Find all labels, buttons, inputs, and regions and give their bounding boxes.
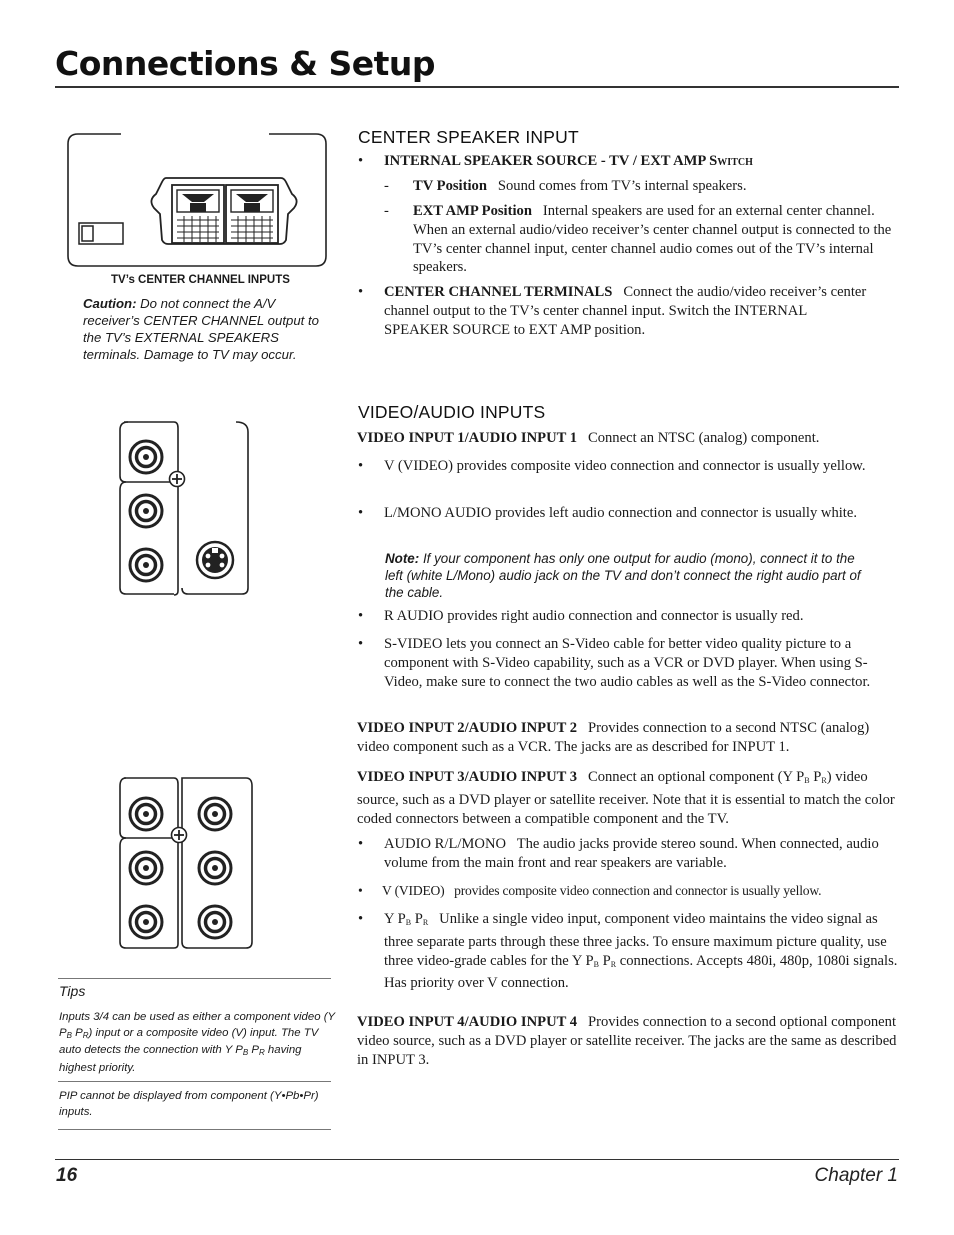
vi3-paragraph: VIDEO INPUT 3/AUDIO INPUT 3 Connect an optional component (Y $P_B$ $P_R$) video source, such as a DVD player or satellite receiver. Note that it is essential to match the color coded connectors between a compatible component and the TV. [357,769,895,827]
page-number: 16 [56,1165,78,1186]
bullet-v-video-2 [358,882,918,901]
jack-v [199,906,231,938]
caution-note [83,295,319,363]
bullet-icon: • [358,458,364,474]
vi3-text-a: Connect an optional component (Y P [587,769,805,785]
jack-s-video [197,542,233,578]
tips-rule-bottom [58,1129,331,1130]
tips-rule-mid [58,1081,331,1082]
tips-heading: Tips [59,983,86,999]
tip-1-text-a: Inputs 3/4 can be used as either a component video (Y P [59,1011,335,1039]
ext-amp-text: Internal speakers are used for an external center channel. When an external audio/video receiver’s center channel output is connected to the TV’s center channel input, center channel audio comes out of the TV’s internal speakers. [413,203,892,276]
tv-position-text: Sound comes from TV’s internal speakers. [497,178,747,194]
bullet-icon: • [358,284,364,300]
vi1-text: Connect an NTSC (analog) component. [587,430,820,446]
center-channel-inputs-diagram [66,130,328,270]
jack-pb [199,798,231,830]
center-speaker-heading: CENTER SPEAKER INPUT [358,127,579,147]
tip-1: Inputs 3/4 can be used as either a component video (Y $P_B$ $P_R$) input or a composite video (V) input. The TV auto detects the connection with Y $P_B$ $P_R$ having highest priority. [59,1011,335,1074]
vi2-label: VIDEO INPUT 2/AUDIO INPUT 2 [357,720,578,736]
bullet-icon: • [358,636,364,652]
ext-amp-label: EXT AMP Position [413,203,532,219]
jack-l-mono [130,495,162,527]
bullet-l-mono [358,504,888,523]
v-video-2-label: V (VIDEO) [382,883,445,898]
vi4-paragraph [357,1013,897,1069]
tip-2: PIP cannot be displayed from component (Y•Pb•Pr) inputs. [59,1090,319,1118]
caution-text: Do not connect the A/V receiver’s CENTER CHANNEL output to the TV’s EXTERNAL SPEAKERS terminals. Damage to TV may occur. [83,296,319,362]
plus-icon [170,472,185,487]
vi2-paragraph [357,719,897,757]
vi4-text: Provides connection to a second optional component video source, such as a DVD player or satellite receiver. The jacks are the same as described in INPUT 3. [357,1014,897,1068]
bullet-l-mono-text: L/MONO AUDIO provides left audio connection and connector is usually white. [384,505,857,521]
bullet-ypbpr: • Y $P_B$ $P_R$ Unlike a single video input, component video maintains the video signal as three separate parts through these three jacks. To ensure maximum picture quality, use three video-grade cables for the Y $P_B$ $P_R$ connections. Accepts 480i, 480p, 1080i signals. Has priority over V connection. [358,911,898,992]
vi1-paragraph [357,429,897,448]
tip-1-text-c: having highest priority. [59,1044,302,1074]
vi1-label: VIDEO INPUT 1/AUDIO INPUT 1 [357,430,578,446]
mono-note [385,550,875,601]
vi2-text: Provides connection to a second NTSC (analog) video component such as a VCR. The jacks are as described for INPUT 1. [357,720,870,755]
plus-icon [172,828,187,843]
bullet-icon: • [358,505,364,521]
bullet-icon: • [358,911,364,927]
note-label: Note: [385,551,420,566]
tv-position-item: - TV Position Sound comes from TV’s internal speakers. [384,178,747,194]
v-video-2-text: provides composite video connection and connector is usually yellow. [454,883,822,898]
footer-rule [55,1159,899,1160]
audio-rl-label: AUDIO R/L/MONO [384,836,507,852]
terminals-label: CENTER CHANNEL TERMINALS [384,284,613,300]
video-input-1-diagram [116,420,252,596]
jack-pr [199,852,231,884]
audio-rl-text: The audio jacks provide stereo sound. When connected, audio volume from the main front and rear speakers are variable. [384,836,879,871]
chapter-label: Chapter 1 [814,1165,898,1186]
center-channel-terminals-item [358,283,870,339]
internal-speaker-item [358,152,898,171]
caution-label: Caution: [83,296,137,311]
bullet-v-video-text: V (VIDEO) provides composite video connection and connector is usually yellow. [384,458,866,474]
bullet-icon: • [358,836,364,852]
vi3-text-b: video source, such as a DVD player or satellite receiver. Note that it is essential to match the color coded connectors between a compatible component and the TV. [357,769,895,827]
bullet-audio-rl [358,835,898,873]
ypbpr-text-a: Unlike a single video input, component video maintains the video signal as three separate parts through these three jacks. To ensure maximum picture quality, use three video-grade cables for the Y P [384,911,887,969]
bullet-icon: • [358,883,363,898]
page-title: Connections & Setup [55,44,436,83]
jack-r-audio [130,549,162,581]
video-audio-heading: VIDEO/AUDIO INPUTS [358,402,546,422]
ext-amp-item: - EXT AMP Position Internal speakers are used for an external center channel. When an external audio/video receiver’s center channel output is connected to the TV’s center channel input, center channel audio comes out of the TV’s internal speakers. [384,203,892,276]
jack-audio-l [130,852,162,884]
bullet-r-audio-text: R AUDIO provides right audio connection and connector is usually red. [384,608,804,624]
jack-y [130,798,162,830]
tip-1-text-b: ) input or a composite video (V) input. The TV auto detects the connection with Y P [59,1026,319,1057]
bullet-icon: • [358,608,364,624]
vi4-label: VIDEO INPUT 4/AUDIO INPUT 4 [357,1014,578,1030]
bullet-s-video [358,635,898,691]
internal-speaker-label: INTERNAL SPEAKER SOURCE - TV / EXT AMP Switch [384,153,753,169]
bullet-icon: • [358,153,364,169]
jack-audio-r [130,906,162,938]
bullet-v-video [358,457,888,476]
ypbpr-text-b: connections. Accepts 480i, 480p, 1080i signals. Has priority over V connection. [384,952,898,992]
vi3-label: VIDEO INPUT 3/AUDIO INPUT 3 [357,769,578,785]
jack-v-video [130,441,162,473]
header-rule [55,86,899,88]
tv-position-label: TV Position [413,178,487,194]
terminals-text: Connect the audio/video receiver’s center channel output to the TV’s center channel input. Switch the INTERNAL SPEAKER SOURCE to EXT AMP position. [384,284,867,338]
diagram-caption: TV’s CENTER CHANNEL INPUTS [111,274,290,286]
note-text: If your component has only one output for audio (mono), connect it to the left (white L/Mono) audio jack on the TV and don’t connect the right audio part of the cable. [385,551,861,600]
video-input-3-diagram [116,776,256,950]
bullet-s-video-text: S-VIDEO lets you connect an S-Video cable for better video quality picture to a component with S-Video capability, such as a VCR or DVD player. When using S-Video, make sure to connect the two audio cables as well as the S-Video connector. [384,636,871,690]
tips-rule-top [58,978,331,979]
bullet-r-audio [358,607,888,626]
